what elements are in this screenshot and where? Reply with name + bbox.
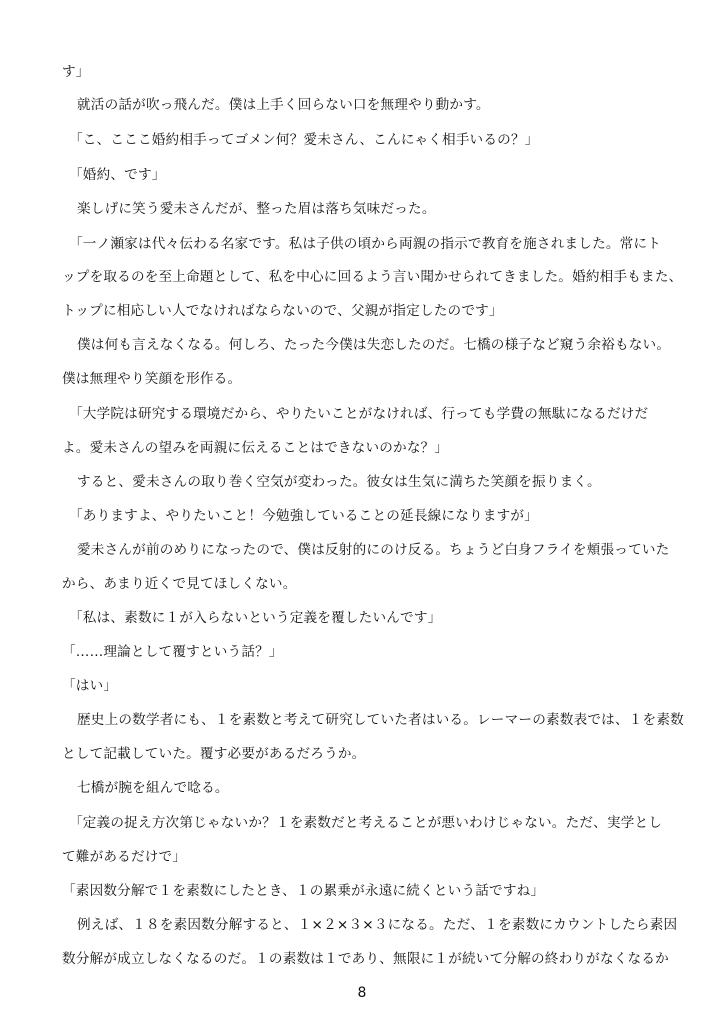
text-line: 「素因数分解で１を素数にしたとき、１の累乗が永遠に続くという話ですね」 <box>62 883 545 899</box>
text-line: 楽しげに笑う愛未さんだが、整った眉は落ち気味だった。 <box>77 201 436 217</box>
text-line: 「ありますよ、やりたいこと！今勉強していることの延長線になりますが」 <box>69 508 538 524</box>
text-line: 「一ノ瀬家は代々伝わる名家です。私は子供の頃から両親の指示で教育を施されました。常にト <box>69 236 662 252</box>
text-line: 僕は何も言えなくなる。何しろ、たった今僕は失恋したのだ。七橋の様子など窺う余裕もない。 <box>77 337 671 353</box>
text-line: 僕は無理やり笑顔を形作る。 <box>62 371 242 387</box>
text-line: として記載していた。覆す必要があるだろうか。 <box>62 746 366 762</box>
text-line: 「はい」 <box>62 678 118 694</box>
text-line: 愛未さんが前のめりになったので、僕は反射的にのけ反る。ちょうど白身フライを頬張っていた <box>77 542 670 558</box>
text-line: すると、愛未さんの取り巻く空気が変わった。彼女は生気に満ちた笑顔を振りまく。 <box>77 474 601 490</box>
text-line: 「大学院は研究する環境だから、やりたいことがなければ、行っても学費の無駄になるだけだ <box>69 406 649 422</box>
text-line: 七橋が腕を組んで唸る。 <box>77 780 229 796</box>
text-line: から、あまり近くで見てほしくない。 <box>62 576 297 592</box>
page-number: 8 <box>357 985 367 1001</box>
text-line: 「……理論として覆すという話？」 <box>62 644 283 660</box>
text-line: よ。愛未さんの望みを両親に伝えることはできないのかな？」 <box>62 440 449 456</box>
text-line: 「私は、素数に１が入らないという定義を覆したいんです」 <box>69 610 442 626</box>
text-line: トップに相応しい人でなければならないので、父親が指定したのです」 <box>62 303 503 319</box>
text-line: 例えば、１８を素因数分解すると、１×２×３×３になる。ただ、１を素数にカウントしたら素因 <box>77 917 678 933</box>
text-line: す」 <box>62 64 90 80</box>
text-line: 「婚約、です」 <box>69 167 166 183</box>
text-line: ップを取るのを至上命題として、私を中心に回るよう言い聞かせられてきました。婚約相手もまた、 <box>62 269 683 285</box>
text-line: 数分解が成立しなくなるのだ。１の素数は１であり、無限に１が続いて分解の終わりがなくなるか <box>62 951 669 967</box>
text-line: 就活の話が吹っ飛んだ。僕は上手く回らない口を無理やり動かす。 <box>77 97 490 113</box>
text-line: て難があるだけで」 <box>62 849 187 865</box>
text-line: 歴史上の数学者にも、１を素数と考えて研究していた者はいる。レーマーの素数表では、１を素数 <box>77 712 684 728</box>
text-line: 「定義の捉え方次第じゃないか？１を素数だと考えることが悪いわけじゃない。ただ、実学とし <box>69 815 663 831</box>
text-line: 「こ、こここ婚約相手ってゴメン何？愛未さん、こんにゃく相手いるの？」 <box>69 132 539 148</box>
